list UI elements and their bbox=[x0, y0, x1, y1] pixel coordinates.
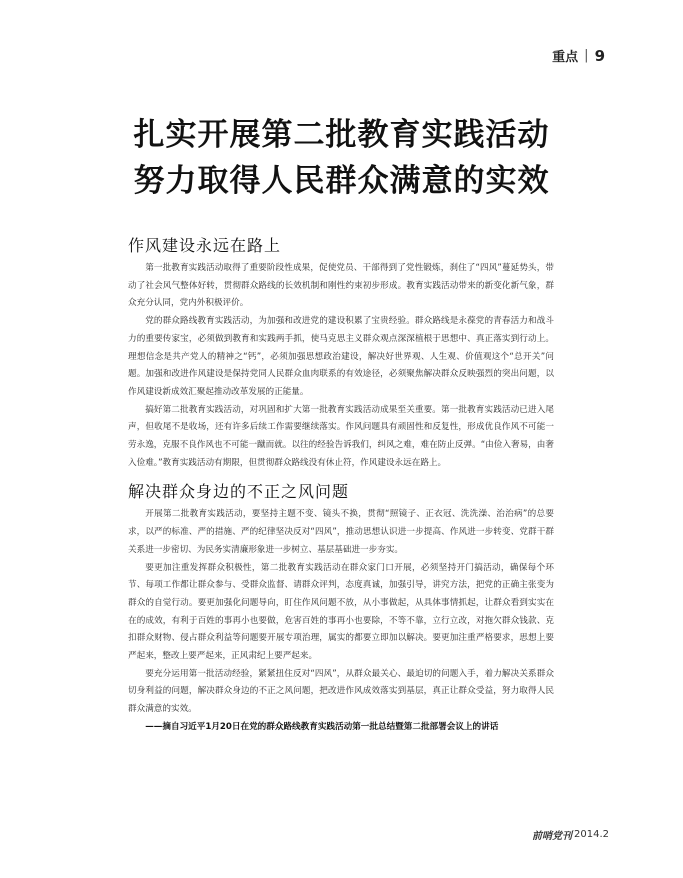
source-citation: ——摘自习近平1月20日在党的群众路线教育实践活动第一批总结暨第二批部署会议上的讲话 bbox=[145, 721, 499, 732]
section-heading-2: 解决群众身边的不正之风问题 bbox=[128, 482, 350, 502]
paragraph: 开展第二批教育实践活动，要坚持主题不变、镜头不换，贯彻“照镜子、正衣冠、洗洗澡、治治病”的总要求，以严的标准、严的措施、严的纪律坚决反对“四风”，推动思想认识进一步提高、作风进一步转变、党群干群关系进一步密切、为民务实清廉形象进一步树立、基层基础进一步夯实。 bbox=[128, 509, 554, 555]
page-header bbox=[552, 46, 605, 65]
title-line-1: 扎实开展第二批教育实践活动 bbox=[133, 117, 550, 153]
magazine-logo: 前哨党刊 bbox=[532, 831, 572, 842]
issue-number: 2014.2 bbox=[574, 829, 609, 840]
article-title bbox=[0, 112, 683, 204]
paragraph: 要充分运用第一批活动经验，紧紧扭住反对“四风”，从群众最关心、最迫切的问题入手，着力解决关系群众切身利益的问题，解决群众身边的不正之风问题，把改进作风成效落实到基层，真正让群众受益，努力取得人民群众满意的实效。 bbox=[128, 668, 554, 715]
page-number: 9 bbox=[594, 46, 605, 65]
section-heading-1: 作风建设永远在路上 bbox=[128, 236, 282, 255]
section-label: 重点 bbox=[552, 50, 579, 65]
paragraph: 搞好第二批教育实践活动，对巩固和扩大第一批教育实践活动成果至关重要。第一批教育实践活动已进入尾声，但收尾不是收场，还有许多后续工作需要继续落实。作风问题具有顽固性和反复性，形成优良作风不可能一劳永逸，克服不良作风也不可能一蹴而就。以往的经验告诉我们，纠风之难，难在防止反弹。“由俭入奢易，由奢入俭难。”教育实践活动有期限，但贯彻群众路线没有休止符，作风建设永远在路上。 bbox=[128, 404, 554, 468]
paragraph: 第一批教育实践活动取得了重要阶段性成果，促使党员、干部得到了党性锻炼，刹住了“四风”蔓延势头，带动了社会风气整体好转，贯彻群众路线的长效机制和刚性约束初步形成。教育实践活动带来的新变化新气象，群众充分认同，党内外积极评价。 bbox=[128, 263, 554, 309]
page-footer bbox=[532, 827, 609, 842]
header-separator: | bbox=[584, 48, 589, 63]
paragraph: 要更加注重发挥群众积极性，第二批教育实践活动在群众家门口开展，必须坚持开门搞活动，确保每个环节、每项工作都让群众参与、受群众监督、请群众评判，态度真诚，加强引导，讲究方法，把党的正确主张变为群众的自觉行动。要更加强化问题导向，盯住作风问题不放，从小事做起，从具体事情抓起，让群众看到实实在在的成效，有利于百姓的事再小也要做，危害百姓的事再小也要除，不等不靠，立行立改，对拖欠群众钱款、克扣群众财物、侵占群众利益等问题要开展专项治理，属实的都要立即加以解决。要更加注重严格要求，思想上要严起来，整改上要严起来，正风肃纪上要严起来。 bbox=[128, 562, 554, 662]
title-line-2: 努力取得人民群众满意的实效 bbox=[133, 163, 550, 199]
paragraph: 党的群众路线教育实践活动，为加强和改进党的建设积累了宝贵经验。群众路线是永葆党的青春活力和战斗力的重要传家宝，必须做到教育和实践两手抓，使马克思主义群众观点深深植根于思想中、真正落实到行动上。理想信念是共产党人的精神之“钙”，必须加强思想政治建设，解决好世界观、人生观、价值观这个“总开关”问题。加强和改进作风建设是保持党同人民群众血肉联系的有效途径，必须聚焦解决群众反映强烈的突出问题，以作风建设新成效汇聚起推动改革发展的正能量。 bbox=[128, 316, 554, 397]
article-body bbox=[128, 234, 554, 737]
